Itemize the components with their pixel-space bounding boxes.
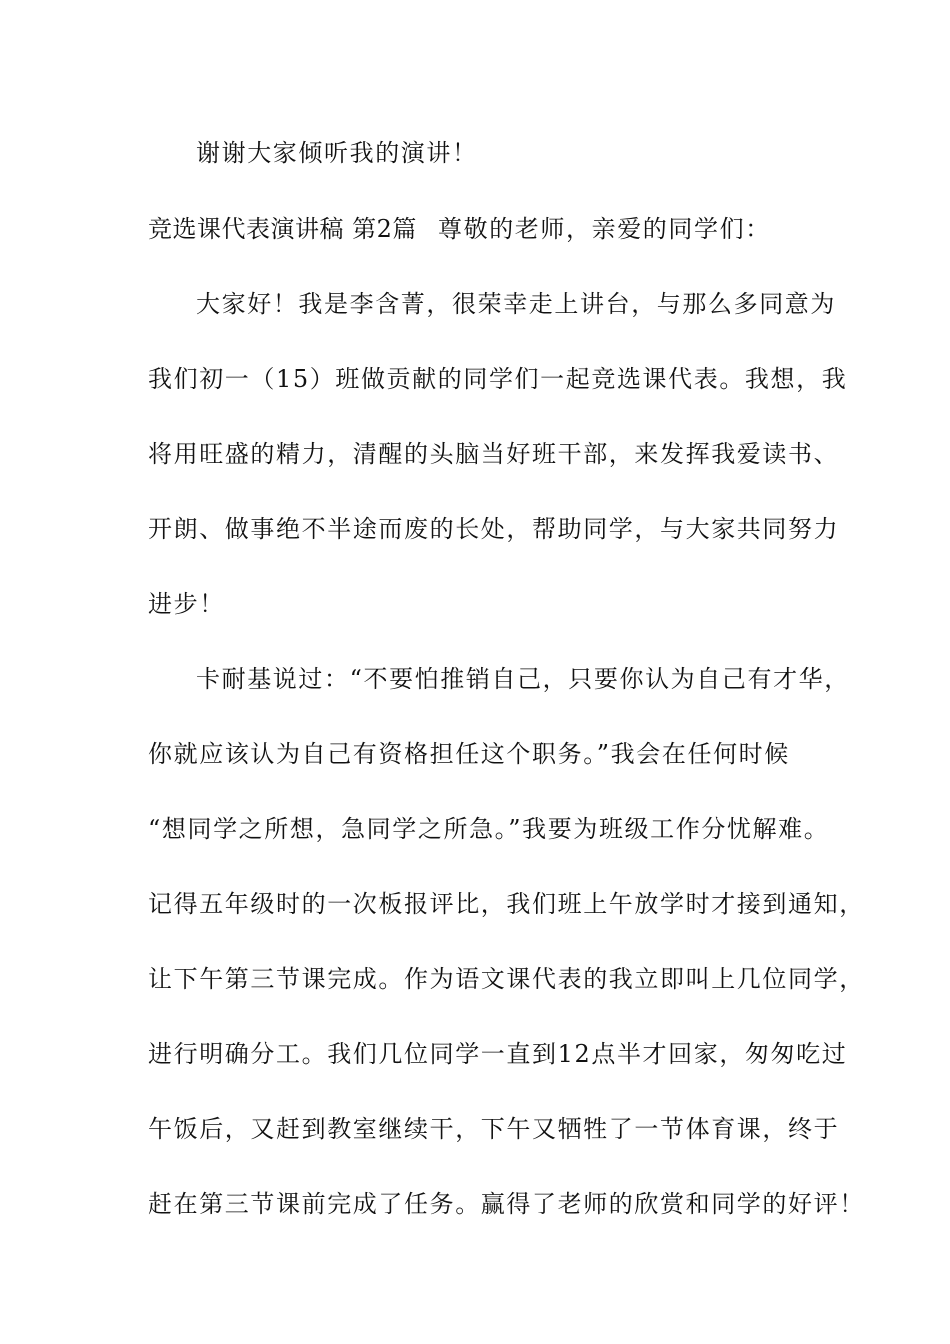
paragraph-line: 让下午第三节课完成。作为语文课代表的我立即叫上几位同学，: [148, 965, 865, 993]
paragraph-line: 大家好！我是李含菁，很荣幸走上讲台，与那么多同意为: [196, 290, 836, 318]
paragraph-line: 卡耐基说过：“不要怕推销自己，只要你认为自己有才华，: [196, 665, 850, 693]
paragraph-line: 你就应该认为自己有资格担任这个职务。”我会在任何时候: [148, 740, 790, 768]
paragraph-line: 将用旺盛的精力，清醒的头脑当好班干部，来发挥我爱读书、: [148, 440, 840, 468]
paragraph-line: 午饭后，又赶到教室继续干，下午又牺牲了一节体育课，终于: [148, 1115, 840, 1143]
paragraph-line: “想同学之所想，急同学之所急。”我要为班级工作分忧解难。: [148, 815, 830, 843]
paragraph-line: 我们初一（15）班做贡献的同学们一起竞选课代表。我想，我: [148, 365, 848, 393]
paragraph-line: 赶在第三节课前完成了任务。赢得了老师的欣赏和同学的好评！: [148, 1190, 865, 1218]
paragraph-line: 开朗、做事绝不半途而废的长处，帮助同学，与大家共同努力: [148, 515, 840, 543]
paragraph-line: 记得五年级时的一次板报评比，我们班上午放学时才接到通知，: [148, 890, 865, 918]
greeting-line: 尊敬的老师，亲爱的同学们：: [438, 215, 771, 243]
closing-line: 谢谢大家倾听我的演讲！: [196, 139, 478, 167]
paragraph-line: 进行明确分工。我们几位同学一直到12点半才回家，匆匆吃过: [148, 1040, 848, 1068]
paragraph-line: 进步！: [148, 590, 225, 618]
section-title: 竞选课代表演讲稿 第2篇: [148, 215, 417, 243]
